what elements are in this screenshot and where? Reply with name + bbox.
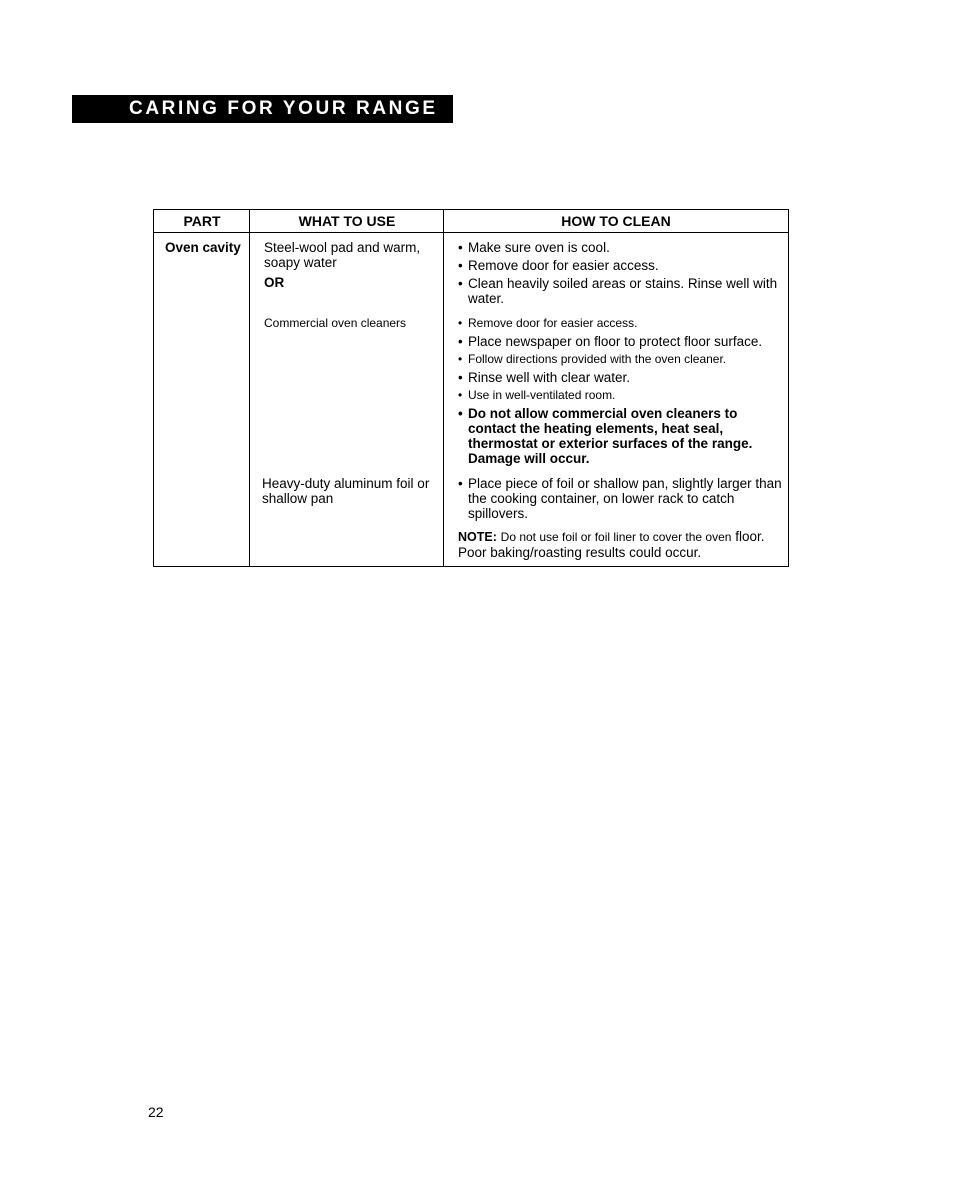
page-number: 22 — [148, 1104, 164, 1120]
warning-item: • Do not allow commercial oven cleaners to contact the heating elements, heat seal, thermostat or exterior surfaces of the range. Damage will occur. — [458, 406, 784, 466]
list-item: • Remove door for easier access. — [458, 258, 784, 273]
header-divider — [154, 232, 788, 233]
material-commercial-cleaner: Commercial oven cleaners — [264, 316, 407, 330]
part-name: Oven cavity — [165, 240, 241, 255]
or-separator: OR — [264, 275, 285, 290]
column-divider — [249, 210, 250, 566]
header-part: PART — [183, 213, 221, 229]
column-divider — [443, 210, 444, 566]
list-item: • Use in well-ventilated room. — [458, 388, 784, 403]
note-body: Do not use foil or foil liner to cover the oven — [500, 530, 732, 544]
list-item: • Follow directions provided with the oven cleaner. — [458, 352, 784, 367]
header-what-to-use: WHAT TO USE — [298, 213, 396, 229]
list-item: • Clean heavily soiled areas or stains. Rinse well with water. — [458, 276, 784, 306]
list-item: • Remove door for easier access. — [458, 316, 784, 331]
list-item: • Place newspaper on floor to protect floor surface. — [458, 334, 784, 349]
section-banner: CARING FOR YOUR RANGE — [72, 95, 453, 123]
care-table — [153, 209, 789, 567]
note-label: NOTE: — [458, 530, 497, 544]
note-body: floor. Poor baking/roasting results could occur. — [458, 529, 765, 560]
list-item: • Place piece of foil or shallow pan, slightly larger than the cooking container, on lower rack to catch spillovers. — [458, 476, 784, 521]
list-item: • Rinse well with clear water. — [458, 370, 784, 385]
material-steel-wool: Steel-wool pad and warm, soapy water — [264, 240, 421, 270]
list-item: • Make sure oven is cool. — [458, 240, 784, 255]
note-text — [458, 529, 784, 560]
material-aluminum-foil: Heavy-duty aluminum foil or shallow pan — [262, 476, 430, 506]
header-how-to-clean: HOW TO CLEAN — [561, 213, 671, 229]
